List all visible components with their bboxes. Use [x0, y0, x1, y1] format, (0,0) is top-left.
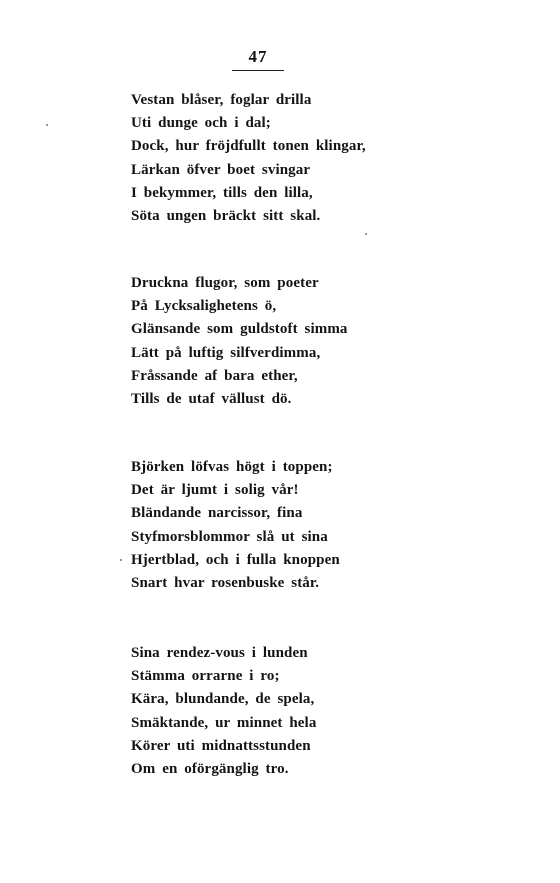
- poem-line: Björken löfvas högt i toppen;: [131, 459, 333, 475]
- poem-line: Lärkan öfver boet svingar: [131, 161, 311, 178]
- poem-line: Stämma orrarne i ro;: [131, 668, 280, 685]
- poem-line: Hjertblad, och i fulla knoppen: [131, 551, 340, 568]
- print-speck: [46, 124, 48, 126]
- stanza-4: [131, 642, 316, 781]
- poem-line: Fråssande af bara ether,: [131, 367, 298, 384]
- stanza-1: [131, 89, 366, 228]
- poem-line: Glänsande som guldstoft simma: [131, 321, 348, 338]
- poem-line: I bekymmer, tills den lilla,: [131, 184, 313, 201]
- poem-line: Uti dunge och i dal;: [131, 115, 271, 132]
- poem-line: Snart hvar rosenbuske står.: [131, 574, 320, 591]
- poem-line: Om en oförgänglig tro.: [131, 760, 289, 777]
- poem-line: Druckna flugor, som poeter: [131, 275, 319, 291]
- poem-line: Dock, hur fröjdfullt tonen klingar,: [131, 138, 366, 155]
- page-number: 47: [248, 47, 268, 66]
- poem-line: På Lycksalighetens ö,: [131, 298, 277, 315]
- print-speck: [365, 233, 367, 235]
- stanza-2: [131, 272, 348, 411]
- poem-line: Det är ljumt i solig vår!: [131, 482, 299, 499]
- poem-line: Sina rendez-vous i lunden: [131, 645, 308, 661]
- poem-line: Tills de utaf vällust dö.: [131, 390, 292, 407]
- poem-line: Kära, blundande, de spela,: [131, 691, 315, 708]
- poem-line: Smäktande, ur minnet hela: [131, 714, 317, 731]
- poem-line: Söta ungen bräckt sitt skal.: [131, 207, 321, 224]
- print-speck: [120, 559, 122, 561]
- poem-line: Lätt på luftig silfverdimma,: [131, 344, 321, 361]
- poem-line: Styfmorsblommor slå ut sina: [131, 528, 328, 545]
- poem-line: Körer uti midnattsstunden: [131, 737, 311, 754]
- stanza-3: [131, 456, 340, 595]
- poem-line: Bländande narcissor, fina: [131, 505, 303, 522]
- poem-line: Vestan blåser, foglar drilla: [131, 92, 312, 108]
- page-number-rule: [232, 70, 284, 71]
